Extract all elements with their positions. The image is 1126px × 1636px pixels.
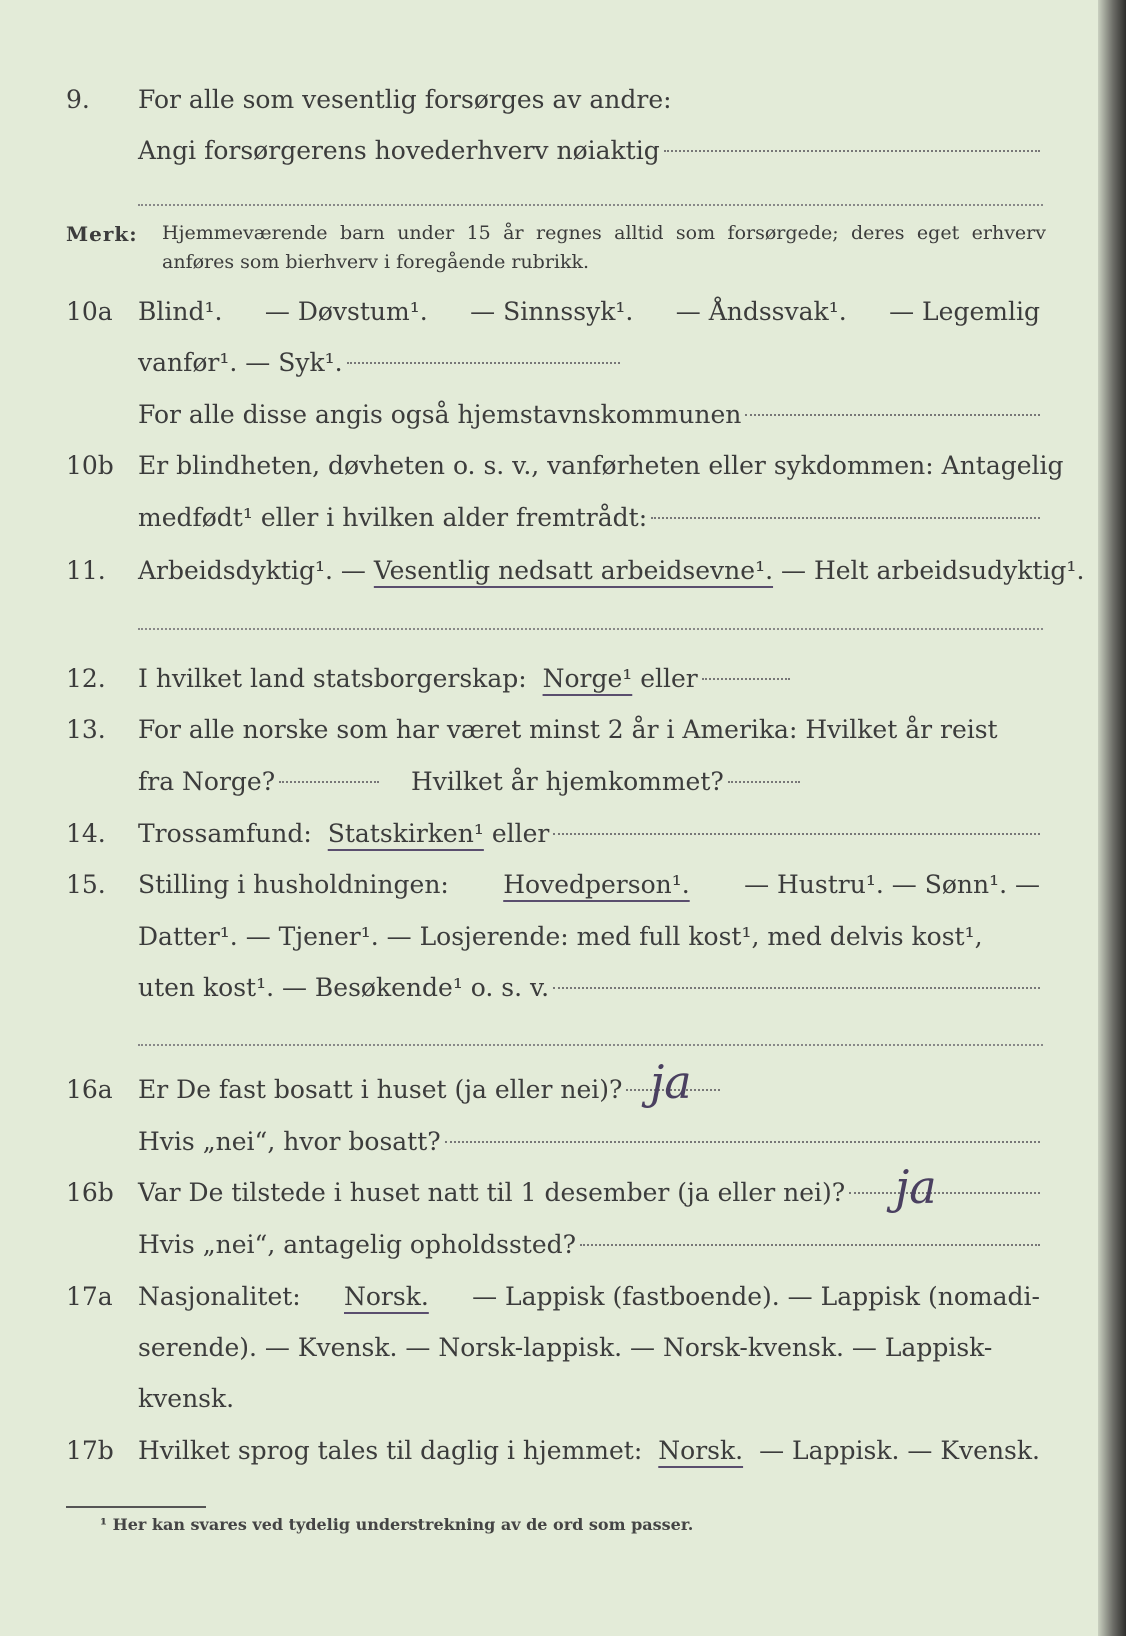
- answer-blank[interactable]: [580, 1244, 1040, 1246]
- option-eller: eller: [640, 664, 698, 693]
- question-options: — Lappisk. — Kvensk.: [759, 1436, 1040, 1465]
- answer-blank[interactable]: [138, 204, 1043, 206]
- question-number: 16a: [66, 1075, 113, 1104]
- handwritten-answer: ja: [650, 1055, 692, 1109]
- question-options: uten kost¹. — Besøkende¹ o. s. v.: [138, 973, 550, 1002]
- question-17b: [0, 1426, 1100, 1476]
- question-options: Datter¹. — Tjener¹. — Losjerende: med full kost¹, med delvis kost¹,: [138, 922, 983, 951]
- question-15: [0, 860, 1100, 910]
- answer-blank[interactable]: [553, 987, 1040, 989]
- footnote: ¹ Her kan svares ved tydelig understrekning av de ord som passer.: [100, 1515, 694, 1534]
- option-andssvak: — Åndssvak¹.: [675, 297, 847, 326]
- question-17a: [0, 1272, 1100, 1322]
- option-sinnssyk: — Sinnssyk¹.: [470, 297, 634, 326]
- question-text: For alle norske som har været minst 2 år i Amerika: Hvilket år reist: [138, 715, 998, 744]
- option-blind: Blind¹.: [138, 297, 223, 326]
- question-number: 16b: [66, 1178, 114, 1207]
- option-eller: eller: [491, 819, 550, 848]
- question-12: [0, 654, 1100, 704]
- question-number: 10b: [66, 451, 114, 480]
- question-text: Angi forsørgerens hovederhverv nøiaktig: [138, 136, 660, 165]
- question-10a-line3: [0, 390, 1100, 440]
- question-text: Er De fast bosatt i huset (ja eller nei)?: [138, 1075, 623, 1104]
- question-16a: [0, 1065, 1100, 1115]
- option-dovstum: — Døvstum¹.: [264, 297, 428, 326]
- question-15-line3: [0, 963, 1100, 1013]
- question-options: serende). — Kvensk. — Norsk-lappisk. — Norsk-kvensk. — Lappisk-: [138, 1333, 993, 1362]
- question-9: [0, 75, 1100, 125]
- question-options: — Hustru¹. — Sønn¹. —: [744, 870, 1040, 899]
- handwritten-answer: ja: [895, 1160, 937, 1214]
- question-14: [0, 809, 1100, 859]
- option-arbeidsdyktig: Arbeidsdyktig¹. —: [138, 556, 366, 585]
- question-text: Trossamfund:: [138, 819, 312, 848]
- note-text: Hjemmeværende barn under 15 år regnes alltid som forsørgede; deres eget erhverv anføres som bierhverv i foregående rubrikk.: [162, 222, 1046, 273]
- question-options: kvensk.: [138, 1384, 235, 1413]
- question-number: 17a: [66, 1282, 113, 1311]
- question-10a: [0, 287, 1100, 337]
- answer-blank[interactable]: [849, 1192, 1040, 1194]
- option-hovedperson-underlined: Hovedperson¹.: [503, 870, 690, 899]
- question-text: fra Norge?: [138, 767, 276, 796]
- question-text: Hvis „nei“, antagelig opholdssted?: [138, 1230, 577, 1259]
- answer-blank[interactable]: [728, 781, 800, 783]
- scan-edge: [1098, 0, 1126, 1636]
- option-legemlig: — Legemlig: [889, 297, 1040, 326]
- question-13: [0, 705, 1100, 755]
- question-text: I hvilket land statsborgerskap:: [138, 664, 527, 693]
- question-text: vanfør¹. — Syk¹.: [138, 348, 343, 377]
- footnote-rule: [66, 1506, 206, 1508]
- question-17a-line3: [0, 1374, 1100, 1424]
- answer-blank[interactable]: [745, 414, 1040, 416]
- option-norsk-underlined: Norsk.: [658, 1436, 744, 1465]
- question-number: 9.: [66, 85, 90, 114]
- option-nedsatt-arbeidsevne-underlined: Vesentlig nedsatt arbeidsevne¹.: [373, 556, 774, 585]
- question-10b: [0, 441, 1100, 491]
- question-17a-line2: [0, 1323, 1100, 1373]
- question-number: 15.: [66, 870, 106, 899]
- answer-blank[interactable]: [553, 833, 1040, 835]
- question-13-line2: [0, 757, 1100, 807]
- answer-blank[interactable]: [279, 781, 379, 783]
- option-statskirken-underlined: Statskirken¹: [327, 819, 484, 848]
- question-9-line2: [0, 126, 1100, 176]
- question-15-line2: [0, 912, 1100, 962]
- question-number: 10a: [66, 297, 113, 326]
- answer-blank[interactable]: [651, 517, 1040, 519]
- question-text: Var De tilstede i huset natt til 1 desember (ja eller nei)?: [138, 1178, 846, 1207]
- question-number: 12.: [66, 664, 106, 693]
- answer-blank[interactable]: [347, 362, 620, 364]
- question-10b-line2: [0, 493, 1100, 543]
- question-16b-line2: [0, 1220, 1100, 1270]
- question-text: Nasjonalitet:: [138, 1282, 301, 1311]
- answer-blank[interactable]: [138, 1044, 1043, 1046]
- answer-blank[interactable]: [702, 678, 790, 680]
- option-norsk-underlined: Norsk.: [344, 1282, 429, 1311]
- answer-blank[interactable]: [138, 628, 1043, 630]
- question-10a-line2: [0, 338, 1100, 388]
- question-11: [0, 546, 1100, 596]
- question-text: medfødt¹ eller i hvilken alder fremtrådt:: [138, 503, 648, 532]
- question-number: 17b: [66, 1436, 114, 1465]
- question-text: Hvilket år hjemkommet?: [410, 767, 724, 796]
- question-number: 13.: [66, 715, 106, 744]
- option-arbeidsudyktig: — Helt arbeidsudyktig¹.: [781, 556, 1085, 585]
- option-norge-underlined: Norge¹: [542, 664, 633, 693]
- question-text: Hvis „nei“, hvor bosatt?: [138, 1127, 441, 1156]
- question-text: Er blindheten, døvheten o. s. v., vanførheten eller sykdommen: Antagelig: [138, 451, 1064, 480]
- question-number: 14.: [66, 819, 106, 848]
- note-label: Merk:: [66, 222, 138, 246]
- question-text: For alle disse angis også hjemstavnskommunen: [138, 400, 742, 429]
- question-text: Hvilket sprog tales til daglig i hjemmet:: [138, 1436, 643, 1465]
- question-text: Stilling i husholdningen:: [138, 870, 449, 899]
- answer-blank[interactable]: [664, 150, 1040, 152]
- question-text: For alle som vesentlig forsørges av andre:: [138, 85, 672, 114]
- answer-blank[interactable]: [445, 1141, 1040, 1143]
- question-number: 11.: [66, 556, 106, 585]
- question-options: — Lappisk (fastboende). — Lappisk (nomadi-: [472, 1282, 1040, 1311]
